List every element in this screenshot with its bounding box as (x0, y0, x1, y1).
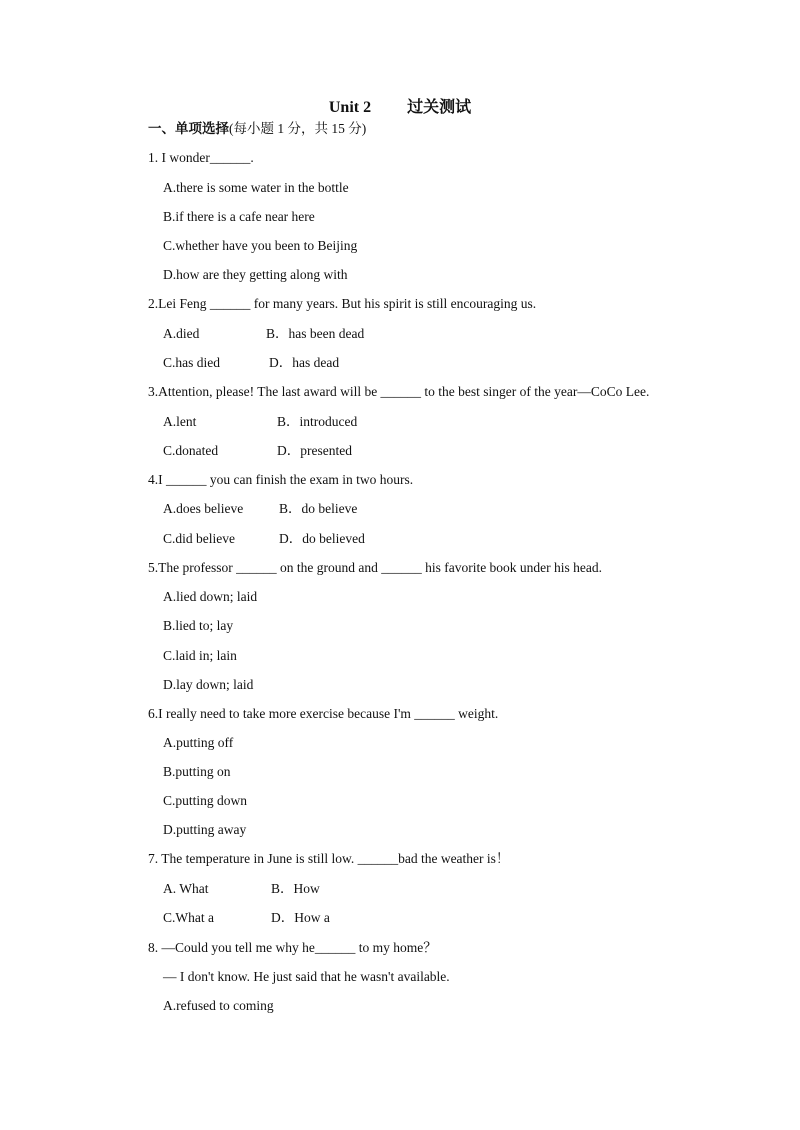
question-7-stem: 7. The temperature in June is still low. ______bad the weather is！ (148, 851, 510, 866)
question-3-option-b: B．introduced (277, 414, 358, 429)
question-3-stem: 3.Attention, please! The last award will be ______ to the best singer of the year—CoCo Lee. (148, 384, 650, 399)
question-6-option-c: C.putting down (163, 793, 248, 808)
question-2-option-d: D．has dead (269, 355, 340, 370)
question-6-stem: 6.I really need to take more exercise because I'm ______ weight. (148, 706, 499, 721)
question-3-options-row-1 (163, 414, 357, 430)
question-3-option-d: D．presented (277, 443, 352, 458)
question-2-option-c: C.has died (163, 355, 220, 370)
question-6-option-d: D.putting away (163, 822, 247, 837)
question-3-options-row-2 (163, 443, 352, 459)
question-7-option-a: A. What (163, 881, 209, 896)
question-2-options-row-1 (163, 326, 364, 342)
question-1-option-d: D.how are they getting along with (163, 267, 348, 282)
question-6-option-b: B.putting on (163, 764, 231, 779)
page-title (0, 98, 800, 118)
question-5-option-c: C.laid in; lain (163, 648, 237, 663)
question-5-option-b: B.lied to; lay (163, 618, 234, 633)
question-4-stem: 4.I ______ you can finish the exam in two hours. (148, 472, 414, 487)
question-1-stem: 1. I wonder______. (148, 150, 254, 165)
question-1-option-a: A.there is some water in the bottle (163, 180, 349, 195)
question-7-option-b: B．How (271, 881, 320, 896)
question-4-option-c: C.did believe (163, 531, 235, 546)
question-2-option-a: A.died (163, 326, 200, 341)
question-5-option-d: D.lay down; laid (163, 677, 254, 692)
question-4-option-a: A.does believe (163, 501, 244, 516)
question-3-option-a: A.lent (163, 414, 197, 429)
question-7-options-row-2 (163, 910, 330, 926)
question-6-option-a: A.putting off (163, 735, 234, 750)
question-4-option-d: D．do believed (279, 531, 365, 546)
question-8-stem: 8. —Could you tell me why he______ to my home？ (148, 940, 437, 955)
question-5-stem: 5.The professor ______ on the ground and ______ his favorite book under his head. (148, 560, 603, 575)
section-heading: 一、单项选择(每小题 1 分，共 15 分) (148, 121, 367, 136)
question-3-option-c: C.donated (163, 443, 219, 458)
unit-label: Unit 2 (328, 99, 372, 116)
question-4-options-row-2 (163, 531, 365, 547)
question-2-stem: 2.Lei Feng ______ for many years. But his spirit is still encouraging us. (148, 296, 537, 311)
question-4-option-b: B．do believe (279, 501, 358, 516)
section-note: (每小题 1 分，共 15 分) (229, 121, 367, 136)
question-7-options-row-1 (163, 881, 320, 897)
question-1-option-b: B.if there is a cafe near here (163, 209, 315, 224)
question-2-options-row-2 (163, 355, 339, 371)
question-7-option-c: C.What a (163, 910, 214, 925)
question-7-option-d: D．How a (271, 910, 330, 925)
question-8-dialog-reply: — I don't know. He just said that he wasn't available. (163, 969, 450, 984)
question-5-option-a: A.lied down; laid (163, 589, 258, 604)
question-1-option-c: C.whether have you been to Beijing (163, 238, 358, 253)
test-name: 过关测试 (407, 99, 472, 116)
question-8-option-a: A.refused to coming (163, 998, 274, 1013)
question-2-option-b: B．has been dead (266, 326, 365, 341)
question-4-options-row-1 (163, 501, 357, 517)
